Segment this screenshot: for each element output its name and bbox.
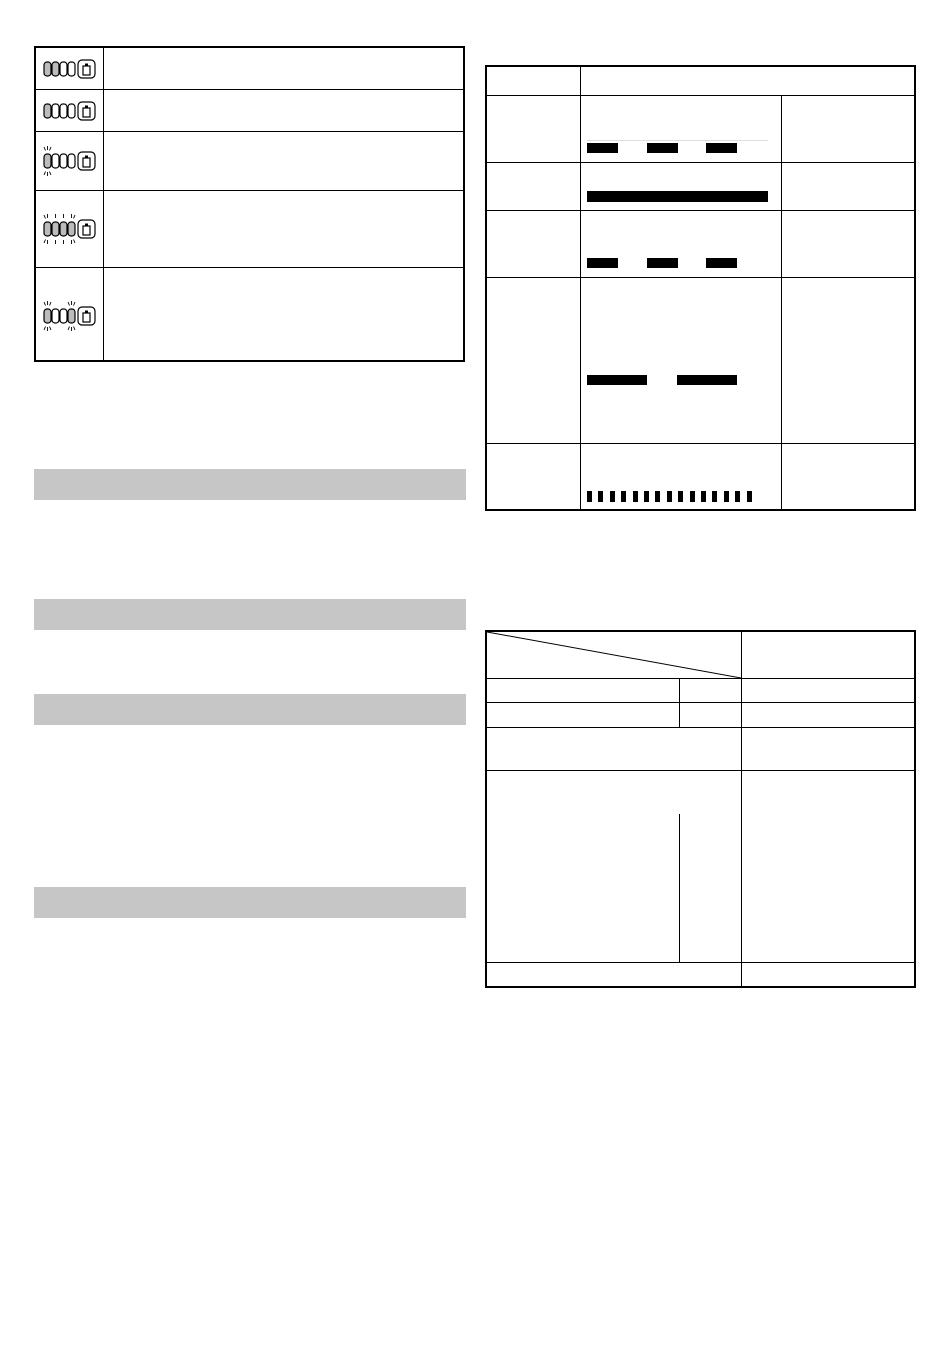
- battery-indicator-table: [34, 46, 465, 362]
- section-header-bar: [34, 599, 466, 630]
- signal-row-label: [487, 162, 580, 210]
- spec-table: [485, 630, 916, 988]
- signal-pulse: [735, 491, 740, 502]
- signal-pulse: [690, 491, 695, 502]
- signal-pulse: [655, 491, 660, 502]
- signal-pulse: [621, 491, 626, 502]
- battery-one-bar-blinking-icon: [38, 145, 102, 177]
- table-row: [36, 267, 463, 362]
- battery-first-and-fourth-bars-blinking-icon: [38, 300, 102, 332]
- signal-continuous-bar: [587, 191, 768, 202]
- table-divider: [679, 814, 680, 962]
- signal-pulse: [724, 491, 729, 502]
- signal-pulse: [667, 491, 672, 502]
- signal-pulse: [677, 375, 737, 385]
- signal-pulse: [747, 491, 752, 502]
- signal-pulse: [712, 491, 717, 502]
- spec-header-right: [741, 632, 914, 678]
- table-row: [36, 89, 463, 132]
- signal-row-label: [487, 210, 580, 277]
- table-divider: [679, 678, 680, 727]
- table-divider: [487, 962, 914, 963]
- table-row: [36, 190, 463, 268]
- table-divider: [487, 770, 914, 771]
- battery-two-bars-solid-icon: [38, 57, 102, 81]
- signal-row-note: [781, 162, 914, 210]
- signal-pulse: [587, 491, 592, 502]
- signal-pulse: [587, 375, 647, 385]
- signal-pattern-table: [485, 65, 916, 511]
- signal-pulse: [610, 491, 615, 502]
- signal-pulse: [587, 258, 618, 268]
- signal-pulse: [706, 143, 737, 153]
- section-header-bar: [34, 469, 466, 500]
- signal-pulse: [587, 143, 618, 153]
- battery-one-bar-solid-icon: [38, 99, 102, 123]
- table-divider: [580, 67, 581, 95]
- signal-pulse: [598, 491, 603, 502]
- signal-pulse: [701, 491, 706, 502]
- table-row: [36, 131, 463, 191]
- signal-baseline: [587, 140, 768, 141]
- signal-pulse: [633, 491, 638, 502]
- signal-row-note: [781, 210, 914, 277]
- table-divider: [487, 702, 914, 703]
- signal-row-label: [487, 443, 580, 509]
- signal-pulse: [647, 143, 678, 153]
- table-divider: [580, 95, 581, 509]
- diagonal-header-line: [487, 632, 741, 678]
- signal-row-label: [487, 95, 580, 162]
- signal-row-note: [781, 95, 914, 162]
- table-row: [36, 47, 463, 90]
- table-divider: [487, 678, 914, 679]
- signal-row-note: [781, 277, 914, 443]
- signal-row-note: [781, 443, 914, 509]
- signal-table-header: [487, 67, 914, 95]
- signal-pulse: [678, 491, 683, 502]
- section-header-bar: [34, 887, 466, 918]
- table-divider: [487, 727, 914, 728]
- section-header-bar: [34, 694, 466, 725]
- signal-row-label: [487, 277, 580, 443]
- battery-four-bars-blinking-icon: [38, 213, 102, 245]
- signal-pulse: [706, 258, 737, 268]
- signal-pulse: [644, 491, 649, 502]
- signal-pulse: [647, 258, 678, 268]
- table-divider: [741, 632, 742, 986]
